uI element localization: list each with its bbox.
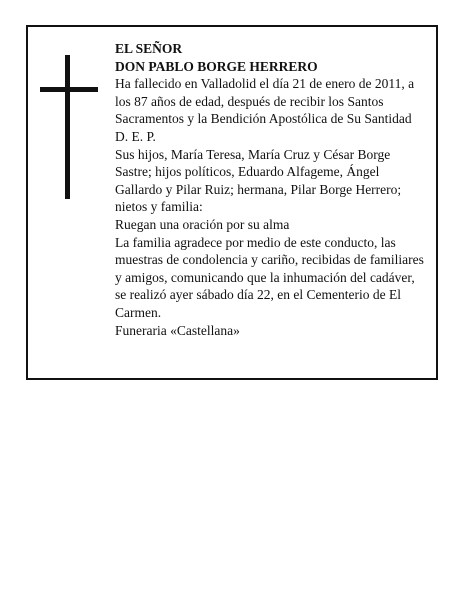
- cross-vertical-bar: [65, 55, 70, 199]
- obituary-notice: [26, 25, 438, 380]
- family-thanks: La familia agradece por medio de este conducto, las muestras de condolencia y cariño, recibidas de familiares y amigos, comunicando que la inhumación del cadáver, se realizó ayer sábado día 22, en el Cementerio de El Carmen.: [115, 234, 424, 320]
- cross-icon: [40, 55, 94, 199]
- deceased-name: DON PABLO BORGE HERRERO: [115, 58, 318, 74]
- notice-heading: EL SEÑOR: [115, 41, 183, 56]
- funeral-home: Funeraria «Castellana»: [115, 322, 240, 338]
- family-list: Sus hijos, María Teresa, María Cruz y César Borge Sastre; hijos políticos, Eduardo Alfageme, Ángel Gallardo y Pilar Ruiz; hermana, Pilar Borge Herrero; nietos y familia:: [115, 146, 402, 215]
- cross-horizontal-bar: [40, 87, 98, 92]
- prayer-request: Ruegan una oración por su alma: [115, 216, 290, 232]
- death-announcement: Ha fallecido en Valladolid el día 21 de enero de 2011, a los 87 años de edad, después de recibir los Santos Sacramentos y la Bendición Apostólica de Su Santidad D. E. P.: [115, 76, 415, 144]
- notice-text: [115, 40, 425, 339]
